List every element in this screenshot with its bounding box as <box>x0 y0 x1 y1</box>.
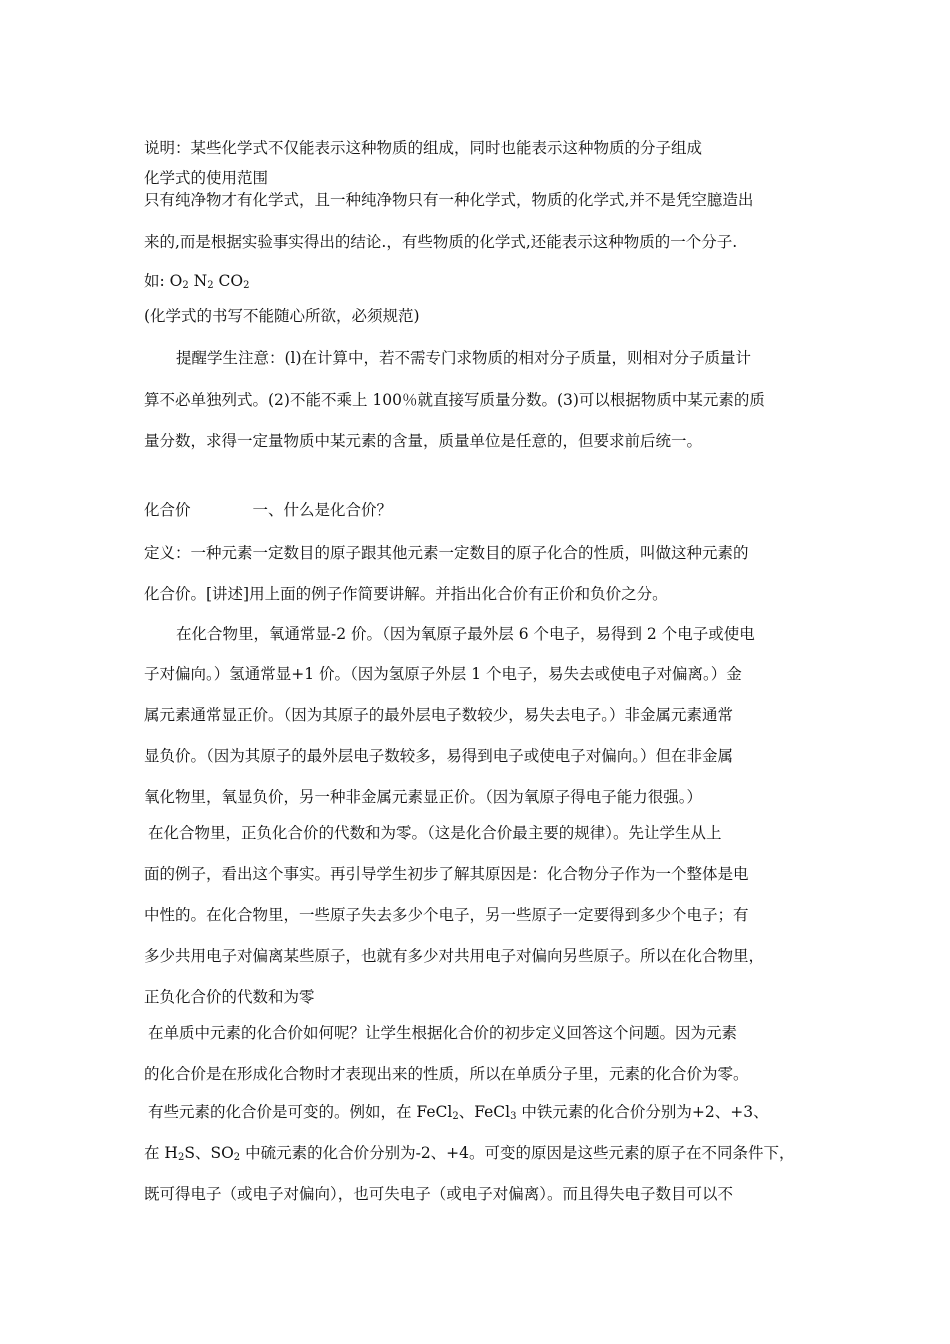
usage-heading: 化学式的使用范围 <box>144 169 269 187</box>
text-line: 只有纯净物才有化学式，且一种纯净物只有一种化学式，物质的化学式,并不是凭空臆造出 <box>144 191 754 209</box>
text-line: 既可得电子（或电子对偏向），也可失电子（或电子对偏离）。而且得失电子数目可以不 <box>144 1185 734 1203</box>
subscript: 2 <box>452 1111 459 1122</box>
text-line: 氧化物里，氧显负价，另一种非金属元素显正价。（因为氧原子得电子能力很强。） <box>144 788 703 806</box>
text-run: 中硫元素的化合价分别为-2、+4。可变的原因是这些元素的原子在不同条件下， <box>240 1144 795 1162</box>
text-run: S、SO <box>184 1144 234 1162</box>
text-line <box>144 1143 795 1163</box>
text-line: 中性的。在化合物里，一些原子失去多少个电子，另一些原子一定要得到多少个电子；有 <box>144 906 749 924</box>
text-run: 有些元素的化合价是可变的。例如，在 FeCl <box>148 1103 453 1121</box>
section-heading <box>144 500 392 520</box>
subscript: 2 <box>207 280 214 291</box>
example-text: 如: O <box>144 272 183 290</box>
subscript: 2 <box>177 1152 185 1163</box>
text-line: 说明：某些化学式不仅能表示这种物质的组成，同时也能表示这种物质的分子组成 <box>144 139 703 157</box>
example-text: N <box>188 272 208 290</box>
text-line: 来的,而是根据实验事实得出的结论.，有些物质的化学式,还能表示这种物质的一个分子. <box>144 233 738 251</box>
text-line: 算不必单独列式。(2)不能不乘上 100％就直接写质量分数。(3)可以根据物质中某元素的质 <box>144 391 765 409</box>
text-run: 、FeCl <box>458 1103 511 1121</box>
rule-note: (化学式的书写不能随心所欲，必须规范) <box>144 307 420 325</box>
example-text: CO <box>213 272 244 290</box>
section-label: 化合价 <box>144 501 191 519</box>
text-line: 量分数，求得一定量物质中某元素的含量，质量单位是任意的，但要求前后统一。 <box>144 432 703 450</box>
text-line: 在化合物里，氧通常显-2 价。（因为氧原子最外层 6 个电子，易得到 2 个电子或使电 <box>176 625 755 643</box>
text-line: 提醒学生注意：(l)在计算中，若不需专门求物质的相对分子质量，则相对分子质量计 <box>176 349 752 367</box>
text-line: 显负价。（因为其原子的最外层电子数较多，易得到电子或使电子对偏向。）但在非金属 <box>144 747 734 765</box>
text-run: 在 H <box>144 1144 178 1162</box>
text-line: 面的例子，看出这个事实。再引导学生初步了解其原因是：化合物分子作为一个整体是电 <box>144 865 749 883</box>
text-line: 在单质中元素的化合价如何呢？让学生根据化合价的初步定义回答这个问题。因为元素 <box>148 1024 738 1042</box>
text-line: 属元素通常显正价。（因为其原子的最外层电子数较少，易失去电子。）非金属元素通常 <box>144 706 734 724</box>
text-line: 定义：一种元素一定数目的原子跟其他元素一定数目的原子化合的性质，叫做这种元素的 <box>144 544 749 562</box>
text-line <box>148 1102 769 1122</box>
text-line: 化合价。[讲述]用上面的例子作简要讲解。并指出化合价有正价和负价之分。 <box>144 585 668 603</box>
formula-example <box>144 271 249 291</box>
text-line: 子对偏向。）氢通常显+1 价。（因为氢原子外层 1 个电子，易失去或使电子对偏离。）金 <box>144 665 742 683</box>
section-question: 一、什么是化合价？ <box>252 501 393 519</box>
subscript: 3 <box>510 1111 517 1122</box>
text-line: 多少共用电子对偏离某些原子，也就有多少对共用电子对偏向另些原子。所以在化合物里， <box>144 947 765 965</box>
text-run: 中铁元素的化合价分别为+2、+3、 <box>516 1103 769 1121</box>
text-line: 正负化合价的代数和为零 <box>144 988 315 1006</box>
text-line: 在化合物里，正负化合价的代数和为零。（这是化合价最主要的规律）。先让学生从上 <box>148 824 722 842</box>
text-line: 的化合价是在形成化合物时才表现出来的性质，所以在单质分子里，元素的化合价为零。 <box>144 1065 749 1083</box>
subscript: 2 <box>182 280 189 291</box>
subscript: 2 <box>233 1152 241 1163</box>
subscript: 2 <box>243 280 250 291</box>
